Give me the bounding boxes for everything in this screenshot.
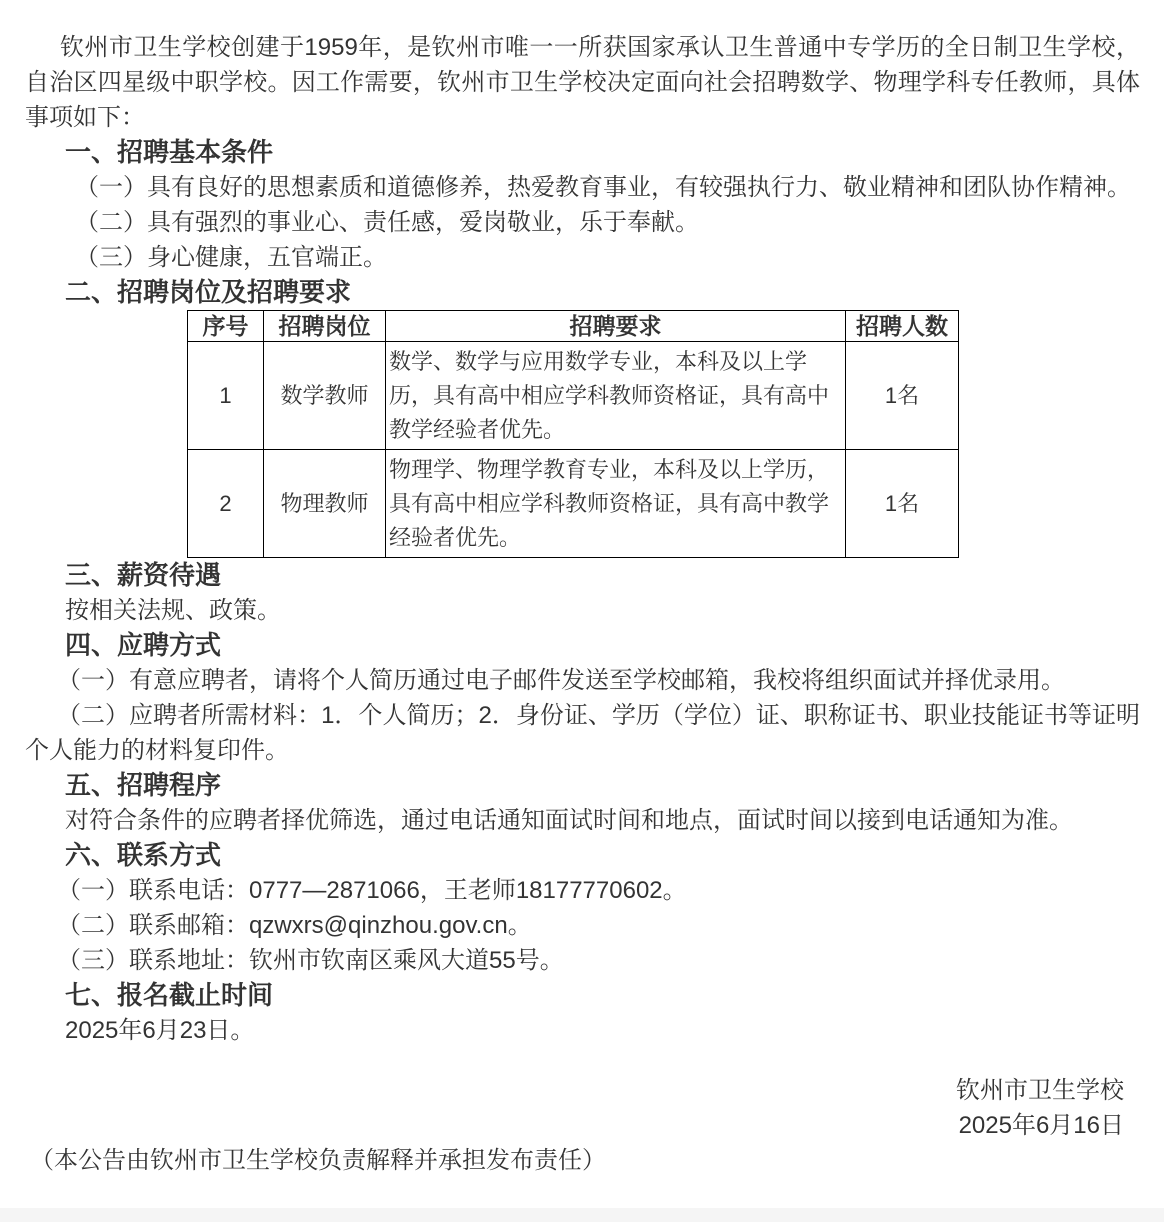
deadline-body: 2025年6月23日。 (65, 1017, 255, 1044)
section-heading-salary: 三、薪资待遇 (65, 560, 222, 590)
cell-count: 1名 (846, 342, 959, 450)
table-row (188, 342, 959, 450)
table-row (188, 450, 959, 558)
contact-phone: （一）联系电话：0777—2871066，王老师18177770602。 (57, 877, 687, 904)
contact-email: （二）联系邮箱：qzwxrs@qinzhou.gov.cn。 (57, 912, 532, 939)
signature-org: 钦州市卫生学校 (956, 1077, 1124, 1104)
footnote: （本公告由钦州市卫生学校负责解释并承担发布责任） (30, 1147, 606, 1174)
procedure-body: 对符合条件的应聘者择优筛选，通过电话通知面试时间和地点，面试时间以接到电话通知为准。 (65, 807, 1073, 834)
section-heading-contact: 六、联系方式 (65, 840, 222, 870)
table-header-row (188, 311, 959, 342)
basic-condition-item-3: （三）身心健康，五官端正。 (75, 244, 387, 271)
cell-no: 1 (188, 342, 264, 450)
column-header-post: 招聘岗位 (264, 311, 386, 342)
salary-body: 按相关法规、政策。 (65, 597, 281, 624)
signature-date: 2025年6月16日 (958, 1112, 1124, 1139)
column-header-no: 序号 (188, 311, 264, 342)
section-heading-apply-method: 四、应聘方式 (65, 630, 222, 660)
cell-post: 数学教师 (264, 342, 386, 450)
cell-requirement: 物理学、物理学教育专业，本科及以上学历，具有高中相应学科教师资格证，具有高中教学经验者优先。 (386, 450, 846, 558)
intro-paragraph: 钦州市卫生学校创建于1959年，是钦州市唯一一所获国家承认卫生普通中专学历的全日制卫生学校，自治区四星级中职学校。因工作需要，钦州市卫生学校决定面向社会招聘数学、物理学科专任教师，具体事项如下： (25, 34, 1140, 131)
cell-count: 1名 (846, 450, 959, 558)
apply-method-item-2: （二）应聘者所需材料：1．个人简历；2．身份证、学历（学位）证、职称证书、职业技能证书等证明个人能力的材料复印件。 (25, 702, 1140, 764)
contact-address: （三）联系地址：钦州市钦南区乘风大道55号。 (57, 947, 564, 974)
cell-no: 2 (188, 450, 264, 558)
column-header-count: 招聘人数 (846, 311, 959, 342)
cell-post: 物理教师 (264, 450, 386, 558)
recruitment-table (187, 310, 959, 558)
footer-bar (0, 1208, 1164, 1222)
column-header-requirement: 招聘要求 (386, 311, 846, 342)
section-heading-deadline: 七、报名截止时间 (65, 980, 274, 1010)
basic-condition-item-1: （一）具有良好的思想素质和道德修养，热爱教育事业，有较强执行力、敬业精神和团队协作精神。 (75, 174, 1131, 201)
section-heading-procedure: 五、招聘程序 (65, 770, 222, 800)
cell-requirement: 数学、数学与应用数学专业，本科及以上学历，具有高中相应学科教师资格证，具有高中教学经验者优先。 (386, 342, 846, 450)
section-heading-positions: 二、招聘岗位及招聘要求 (65, 277, 352, 307)
section-heading-basic-conditions: 一、招聘基本条件 (65, 137, 274, 167)
signature-block (25, 1073, 1140, 1143)
basic-condition-item-2: （二）具有强烈的事业心、责任感，爱岗敬业，乐于奉献。 (75, 209, 699, 236)
apply-method-item-1: （一）有意应聘者，请将个人简历通过电子邮件发送至学校邮箱，我校将组织面试并择优录用。 (57, 667, 1065, 694)
